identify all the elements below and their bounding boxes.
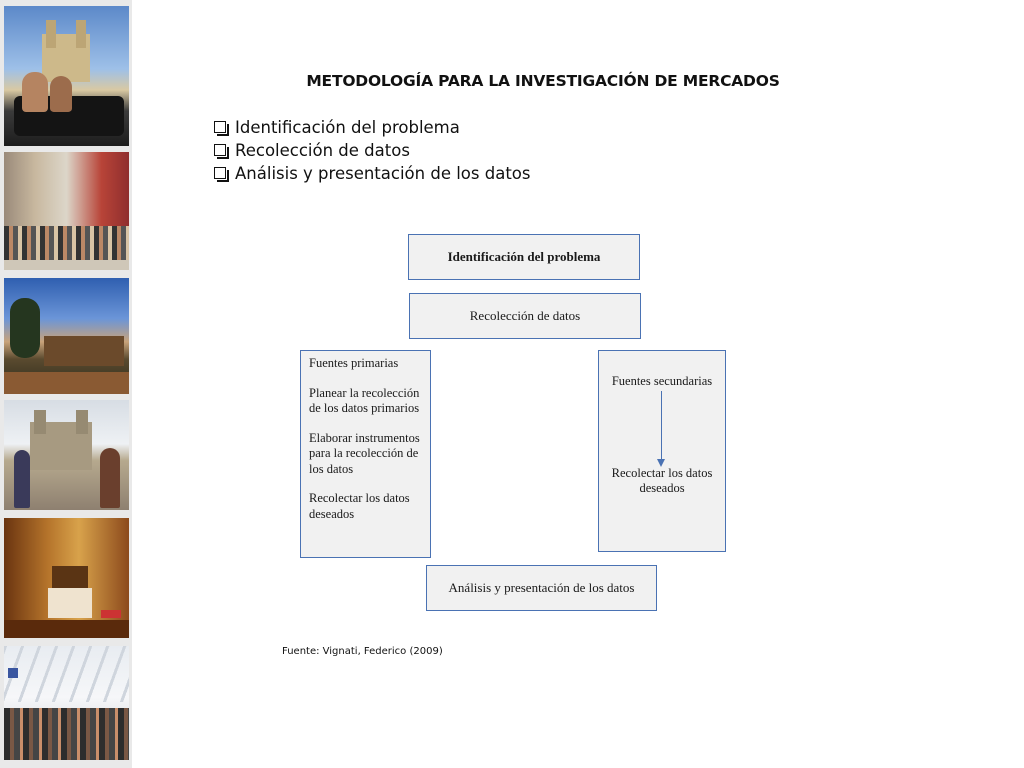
primary-step: Elaborar instrumentos para la recolección de los datos	[309, 430, 420, 476]
bullet-item	[214, 116, 530, 139]
primary-heading: Fuentes primarias	[309, 356, 399, 370]
primary-step: Planear la recolección de los datos primarios	[309, 385, 420, 415]
secondary-heading: Fuentes secundarias	[611, 374, 713, 388]
bullet-list	[214, 116, 530, 185]
arrow-down-icon	[661, 391, 662, 465]
photo-strip	[0, 0, 132, 768]
mall-crowd-photo	[4, 646, 129, 760]
bullet-item	[214, 162, 530, 185]
checkbox-icon	[214, 167, 226, 179]
checkbox-icon	[214, 144, 226, 156]
street-crowd-photo	[4, 152, 129, 270]
bullet-item	[214, 139, 530, 162]
bullet-text: Identificación del problema	[235, 118, 460, 137]
secondary-step: Recolectar los datos deseados	[611, 466, 713, 495]
bullet-text: Recolección de datos	[235, 141, 410, 160]
primary-step: Recolectar los datos deseados	[309, 491, 410, 521]
box-identificacion: Identificación del problema	[408, 234, 640, 280]
slide-title: METODOLOGÍA PARA LA INVESTIGACIÓN DE MERCADOS	[306, 72, 780, 90]
checkbox-icon	[214, 121, 226, 133]
source-citation: Fuente: Vignati, Federico (2009)	[282, 646, 443, 657]
bullet-text: Análisis y presentación de los datos	[235, 164, 531, 183]
garden-dusk-photo	[4, 278, 129, 394]
church-tourists-photo	[4, 400, 129, 510]
box-analisis: Análisis y presentación de los datos	[426, 565, 657, 611]
box-recoleccion: Recolección de datos	[409, 293, 641, 339]
box-fuentes-secundarias	[598, 350, 726, 552]
box-fuentes-primarias	[300, 350, 431, 558]
hotel-room-photo	[4, 518, 129, 638]
